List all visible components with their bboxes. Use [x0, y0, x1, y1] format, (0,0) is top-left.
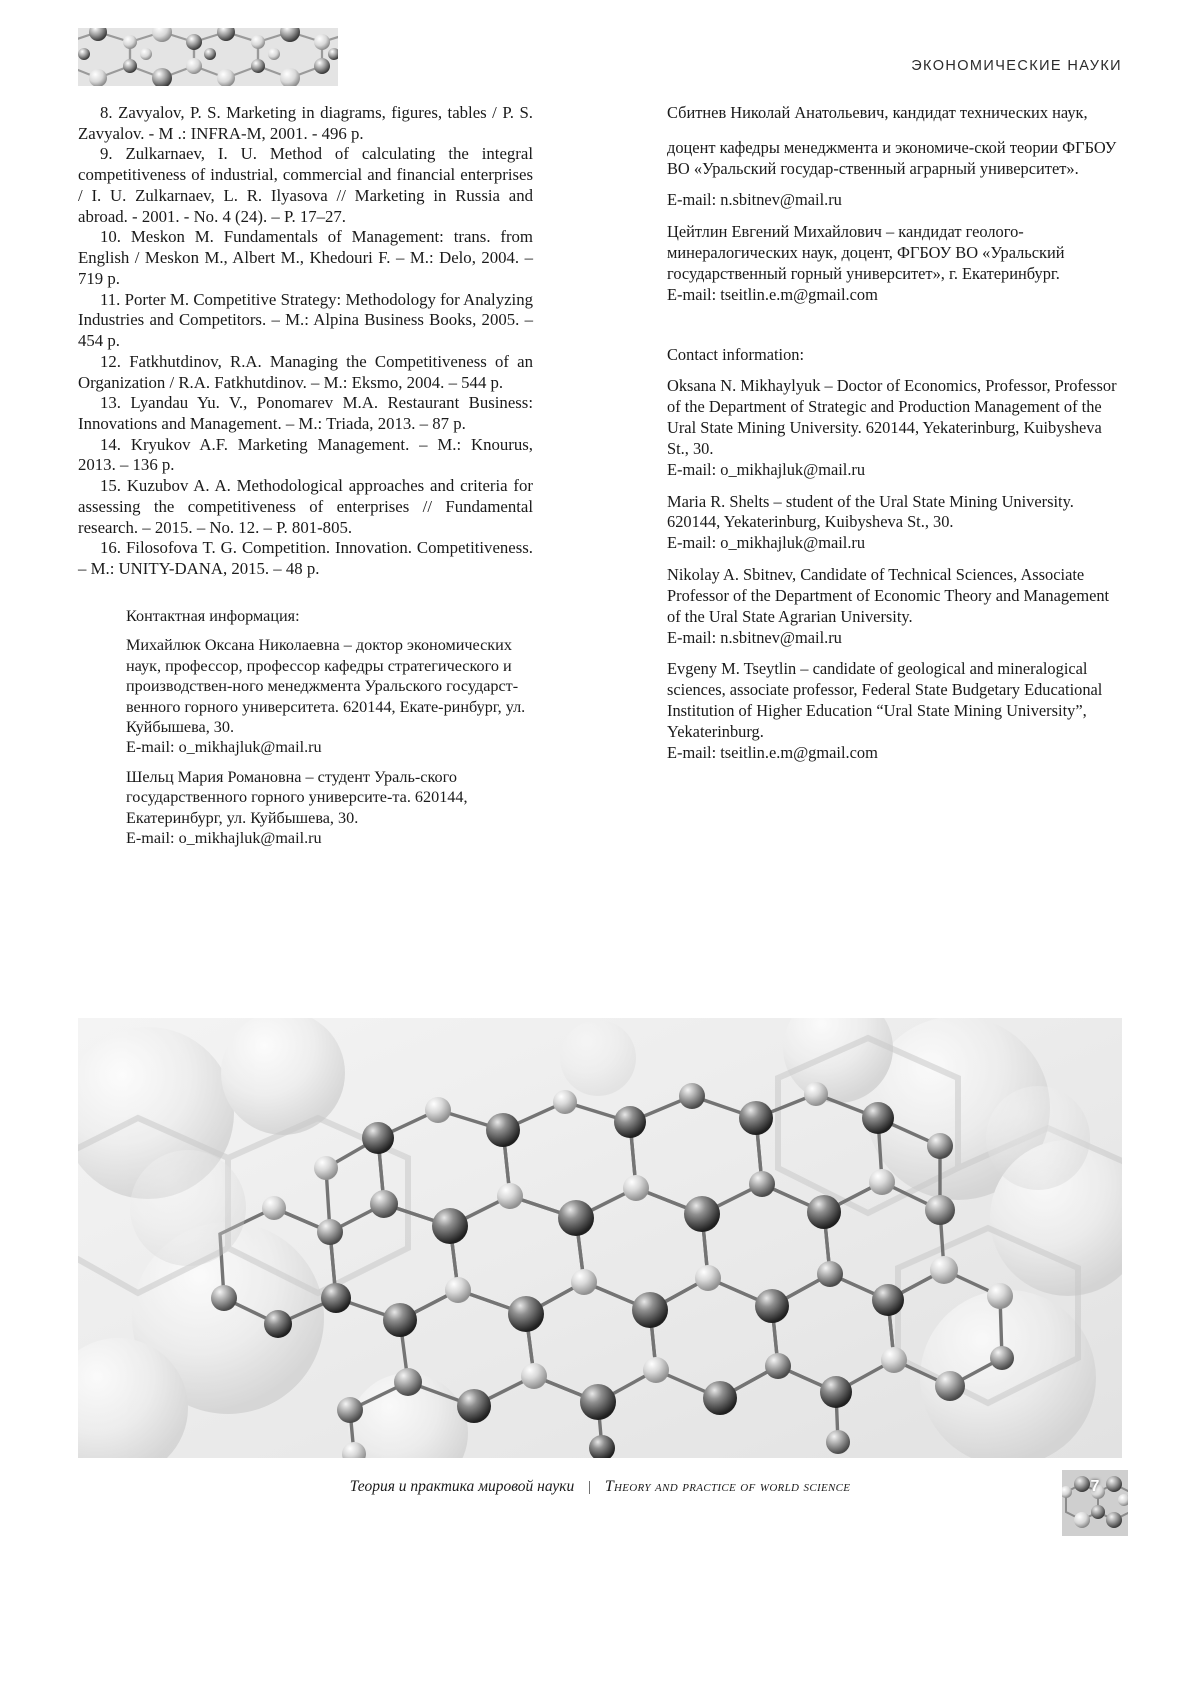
- reference-item: 9. Zulkarnaev, I. U. Method of calculating the integral competitiveness of industrial, commercial and financial enterprises / I. U. Zulkarnaev, L. R. Ilyasova // Marketing in Russia and abroad. - 2001. - No. 4 (24). – P. 17–27.: [78, 144, 533, 226]
- contact-email: E-mail: o_mikhajluk@mail.ru: [667, 533, 866, 553]
- contact-email: E-mail: o_mikhajluk@mail.ru: [667, 459, 866, 479]
- contact-information-ru: [78, 606, 533, 848]
- footer-journal-line: [78, 1478, 1122, 1496]
- article-body: [78, 103, 1122, 857]
- contact-email: E-mail: tseitlin.e.m@gmail.com: [667, 284, 878, 304]
- contact-email: E-mail: o_mikhajluk@mail.ru: [126, 828, 322, 847]
- reference-item: 14. Kryukov A.F. Marketing Management. – M.: Knourus, 2013. – 136 p.: [78, 434, 533, 475]
- reference-item: 8. Zavyalov, P. S. Marketing in diagrams, figures, tables / P. S. Zavyalov. - M .: INFRA-M, 2001. - 496 p.: [78, 103, 533, 143]
- contact-person: Цейтлин Евгений Михайлович – кандидат геолого-минералогических наук, доцент, ФГБОУ ВО «Уральский государственный горный университет», г. Екатеринбург.: [667, 222, 1065, 283]
- contact-email: E-mail: n.sbitnev@mail.ru: [667, 627, 842, 647]
- contact-person: Михайлюк Оксана Николаевна – доктор экономических наук, профессор, профессор кафедры стратегического и производствен-ного менеджмента Уральского государст-венного горного университета. 620144, Екате-ринбург, ул. Куйбышева, 30.: [126, 636, 526, 736]
- contact-person: Шельц Мария Романовна – студент Ураль-ского государственного горного университе-та. 620144, Екатеринбург, ул. Куйбышева, 30.: [126, 767, 468, 827]
- contact-email: E-mail: o_mikhajluk@mail.ru: [126, 738, 322, 757]
- contact-person: Oksana N. Mikhaylyuk – Doctor of Economics, Professor, Professor of the Department of Strategic and Production Management of the Ural State Mining University. 620144, Yekaterinburg, Kuibysheva St., 30.: [667, 376, 1117, 458]
- right-column: [667, 103, 1122, 775]
- journal-title-en: Theory and practice of world science: [604, 1478, 851, 1495]
- reference-item: 15. Kuzubov A. A. Methodological approaches and criteria for assessing the competitiveness of enterprises // Fundamental research. – 2015. – No. 12. – P. 801-805.: [78, 476, 533, 537]
- contact-affiliation: доцент кафедры менеджмента и экономиче-ской теории ФГБОУ ВО «Уральский государ-ственный аграрный университет».: [667, 137, 1117, 178]
- page-header: [78, 28, 1122, 90]
- molecule-logo: [78, 28, 338, 86]
- section-title: ЭКОНОМИЧЕСКИЕ НАУКИ: [911, 58, 1122, 74]
- footer-separator: |: [588, 1479, 592, 1495]
- contacts-heading: Contact information:: [667, 344, 805, 364]
- page-footer: [78, 1478, 1122, 1518]
- contact-person: Сбитнев Николай Анатольевич, кандидат технических наук,: [667, 103, 1088, 122]
- contact-person: Evgeny M. Tseytlin – candidate of geological and mineralogical sciences, associate professor, Federal State Budgetary Educational Institution of Higher Education “Ural State Mining University”, Yekaterinburg.: [667, 659, 1103, 741]
- contacts-heading: Контактная информация:: [126, 606, 300, 625]
- page-number: 7: [1090, 1478, 1100, 1495]
- left-column: [78, 103, 533, 857]
- reference-item: 13. Lyandau Yu. V., Ponomarev M.A. Restaurant Business: Innovations and Management. – M.: Triada, 2013. – 87 p.: [78, 393, 533, 434]
- journal-title-ru: Теория и практика мировой науки: [349, 1478, 575, 1495]
- reference-item: 11. Porter M. Competitive Strategy: Methodology for Analyzing Industries and Competitors. – M.: Alpina Business Books, 2005. – 454 p.: [78, 289, 533, 351]
- contact-person: Maria R. Shelts – student of the Ural State Mining University. 620144, Yekaterinburg, Kuibysheva St., 30.: [667, 491, 1074, 532]
- contact-email: E-mail: tseitlin.e.m@gmail.com: [667, 742, 878, 762]
- contact-person: Nikolay A. Sbitnev, Candidate of Technical Sciences, Associate Professor of the Department of Economic Theory and Management of the Ural State Agrarian University.: [667, 565, 1110, 626]
- contact-email: E-mail: n.sbitnev@mail.ru: [667, 190, 842, 210]
- reference-item: 10. Meskon M. Fundamentals of Management: trans. from English / Meskon M., Albert M., Khedouri F. – M.: Delo, 2004. – 719 p.: [78, 227, 533, 288]
- reference-item: 16. Filosofova T. G. Competition. Innovation. Competitiveness. – M.: UNITY-DANA, 2015. – 48 p.: [78, 538, 533, 579]
- fullerene-nanostructure-illustration: [78, 1018, 1122, 1458]
- reference-item: 12. Fatkhutdinov, R.A. Managing the Competitiveness of an Organization / R.A. Fatkhutdinov. – M.: Eksmo, 2004. – 544 p.: [78, 351, 533, 392]
- page-number-badge: [1062, 1470, 1128, 1536]
